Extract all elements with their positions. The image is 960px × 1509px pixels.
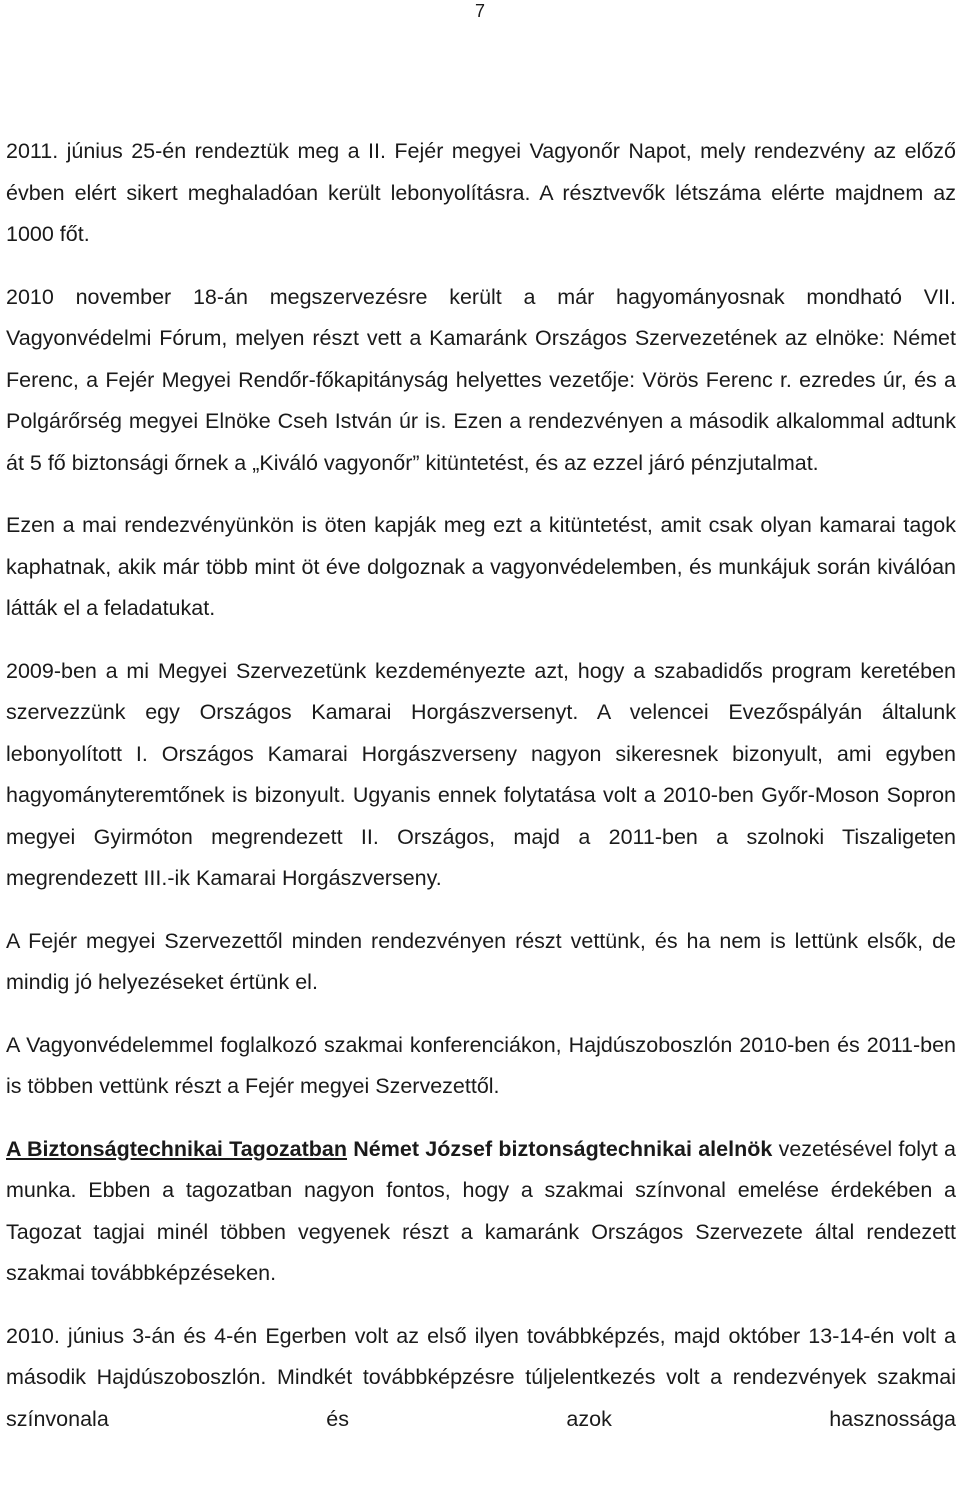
paragraph-kituntetes: Ezen a mai rendezvényünkön is öten kapják meg ezt a kitüntetést, amit csak olyan kamarai tagok kaphatnak, akik már több mint öt éve dolgoznak a vagyonvédelemben, és munkájuk során kiválóan látták el a feladatukat. [6,513,956,620]
paragraph-konferenciak: A Vagyonvédelemmel foglalkozó szakmai konferenciákon, Hajdúszoboszlón 2010-ben és 2011-ben is többen vettünk részt a Fejér megyei Szervezettől. [6,1032,956,1098]
paragraph-tovabbkepzesek: 2010. június 3-án és 4-én Egerben volt az első ilyen továbbképzés, majd október 13-14-én volt a második Hajdúszoboszlón. Mindkét továbbképzésre túljelentkezés volt a rendezvények szakmai színvonala és azok hasznossága [6,1323,956,1431]
document-body [6,131,956,1440]
paragraph-horgaszverseny: 2009-ben a mi Megyei Szervezetünk kezdeményezte azt, hogy a szabadidős program keretében szervezzünk egy Országos Kamarai Horgászversenyt. A velencei Evezőspályán általunk lebonyolított I. Országos Kamarai Horgászverseny nagyon sikeresnek bizonyult, ami egyben hagyományteremtőnek is bizonyult. Ugyanis ennek folytatása volt a 2010-ben Győr-Moson Sopron megyei Gyirmóton megrendezett II. Országos, majd a 2011-ben a szolnoki Tiszaligeten megrendezett III.-ik Kamarai Horgászverseny. [6,658,956,890]
paragraph-vagyonvedelmi-forum: 2010 november 18-án megszervezésre került a már hagyományosnak mondható VII. Vagyonvédelmi Fórum, melyen részt vett a Kamaránk Országos Szervezetének az elnöke: Német Ferenc, a Fejér Megyei Rendőr-főkapitányság helyettes vezetője: Vörös Ferenc r. ezredes úr, és a Polgárőrség megyei Elnöke Cseh István úr is. Ezen a rendezvényen a második alkalommal adtunk át 5 fő biztonsági őrnek a „Kiváló vagyonőr” kitüntetést, és az ezzel járó pénzjutalmat. [6,284,956,475]
paragraph-biztonsagtechnikai-tagozat [6,1129,956,1295]
section-text: vezetésével folyt a munka. Ebben a tagozatban nagyon fontos, hogy a szakmai színvonal emelése érdekében a Tagozat tagjai minél többen vegyenek részt a kamaránk Országos Szervezete által rendezett szakmai továbbképzéseken. [6,1136,956,1285]
section-leader: Német József biztonságtechnikai alelnök [353,1136,773,1161]
paragraph-reszvetel: A Fejér megyei Szervezettől minden rendezvényen részt vettünk, és ha nem is lettünk elsők, de mindig jó helyezéseket értünk el. [6,928,956,994]
section-heading: A Biztonságtechnikai Tagozatban [6,1136,348,1161]
paragraph-vagyonor-nap: 2011. június 25-én rendeztük meg a II. Fejér megyei Vagyonőr Napot, mely rendezvény az előző évben elért sikert meghaladóan került lebonyolításra. A résztvevők létszáma elérte majdnem az 1000 főt. [6,139,956,246]
page-number: 7 [474,1,485,21]
